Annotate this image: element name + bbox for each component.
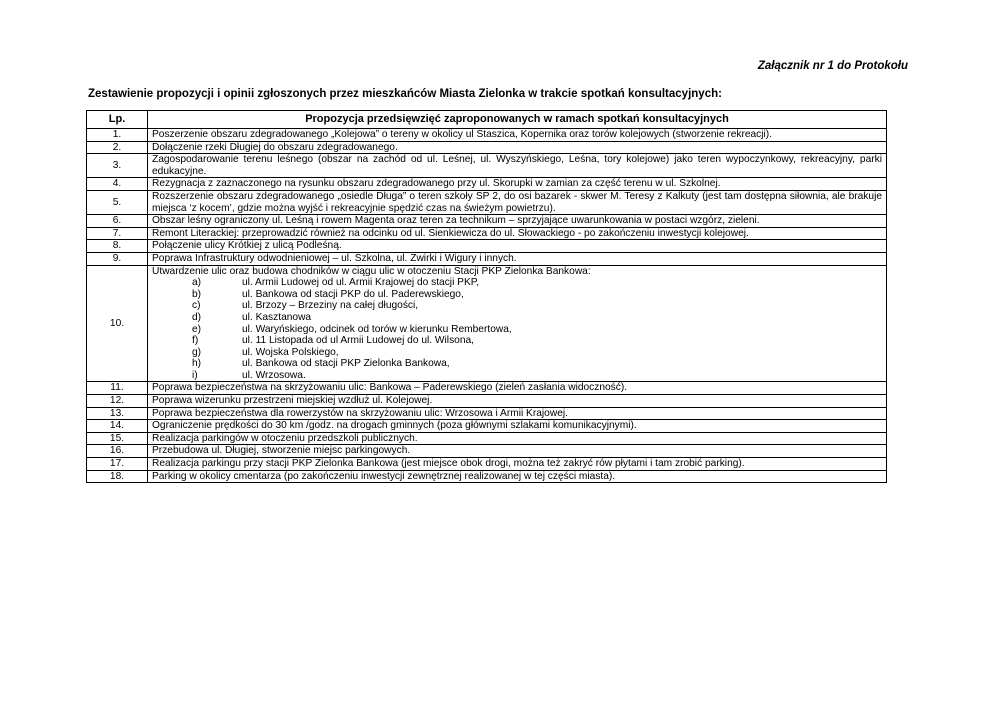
row-number: 4. <box>87 178 148 191</box>
row-number: 10. <box>87 265 148 382</box>
row-text: Poprawa Infrastruktury odwodnieniowej – ul. Szkolna, ul. Żwirki i Wigury i innych. <box>148 252 887 265</box>
row-text: Rozszerzenie obszaru zdegradowanego „osiedle Długa” o teren szkoły SP 2, do osi bazarek - skwer M. Teresy z Kalkuty (jest tam dostępna siłownia, ale brakuje miejsca ‘z kocem’, gdzie można wyjść i rekreacyjnie spędzić czas na świeżym powietrzu). <box>148 190 887 214</box>
table-header-row <box>87 111 887 129</box>
list-item <box>152 324 882 336</box>
proposals-table <box>86 110 887 483</box>
table-row <box>87 178 887 191</box>
row-number: 11. <box>87 382 148 395</box>
list-item-text: ul. Bankowa od stacji PKP Zielonka Bankowa, <box>242 358 450 370</box>
list-item-letter: g) <box>192 346 202 358</box>
row-text: Poprawa bezpieczeństwa dla rowerzystów na skrzyżowaniu ulic: Wrzosowa i Armii Krajowej. <box>148 407 887 420</box>
row-text: Parking w okolicy cmentarza (po zakończeniu inwestycji zewnętrznej realizowanej w tej części miasta). <box>148 470 887 483</box>
row-number: 9. <box>87 252 148 265</box>
table-row <box>87 190 887 214</box>
table-row <box>87 141 887 154</box>
row-text: Ograniczenie prędkości do 30 km /godz. na drogach gminnych (poza głównymi szlakami komunikacyjnymi). <box>148 420 887 433</box>
row-number: 15. <box>87 432 148 445</box>
row-number: 2. <box>87 141 148 154</box>
row-text: Przebudowa ul. Długiej, stworzenie miejsc parkingowych. <box>148 445 887 458</box>
table-row <box>87 432 887 445</box>
row-text: Realizacja parkingów w otoczeniu przedszkoli publicznych. <box>148 432 887 445</box>
row-number: 12. <box>87 395 148 408</box>
list-item-letter: i) <box>192 369 198 381</box>
table-row <box>87 265 887 382</box>
row-number: 7. <box>87 227 148 240</box>
row-number: 14. <box>87 420 148 433</box>
row-text: Poprawa wizerunku przestrzeni miejskiej wzdłuż ul. Kolejowej. <box>148 395 887 408</box>
table-row <box>87 154 887 178</box>
table-row <box>87 458 887 471</box>
list-item-text: ul. Kasztanowa <box>242 311 312 323</box>
table-row <box>87 252 887 265</box>
list-item-text: ul. Brzozy – Brzeziny na całej długości, <box>242 300 419 312</box>
row-number: 16. <box>87 445 148 458</box>
list-item-text: ul. Bankowa od stacji PKP do ul. Paderewskiego, <box>242 288 464 300</box>
table-row <box>87 129 887 142</box>
list-item-text: ul. 11 Listopada od ul Armii Ludowej do ul. Wilsona, <box>242 335 474 347</box>
row-number: 1. <box>87 129 148 142</box>
table-row <box>87 395 887 408</box>
table-row <box>87 407 887 420</box>
table-row <box>87 240 887 253</box>
list-item <box>152 335 882 347</box>
list-item-letter: f) <box>192 335 199 347</box>
table-row <box>87 227 887 240</box>
list-item-text: ul. Wrzosowa. <box>242 369 306 381</box>
document-heading: Zestawienie propozycji i opinii zgłoszonych przez mieszkańców Miasta Zielonka w trakcie spotkań konsultacyjnych: <box>88 88 722 100</box>
list-item-text: ul. Wojska Polskiego, <box>242 346 339 358</box>
list-item <box>152 300 882 312</box>
list-item-letter: b) <box>192 288 202 300</box>
list-item-letter: e) <box>192 323 202 335</box>
list-item <box>152 370 882 382</box>
row-number: 17. <box>87 458 148 471</box>
row-text <box>148 265 887 382</box>
list-item <box>152 358 882 370</box>
list-item <box>152 277 882 289</box>
list-item-letter: h) <box>192 358 202 370</box>
row-text: Remont Literackiej: przeprowadzić również na odcinku od ul. Sienkiewicza do ul. Słowackiego - po zakończeniu inwestycji kolejowej. <box>148 227 887 240</box>
table-row <box>87 215 887 228</box>
list-item-text: ul. Armii Ludowej od ul. Armii Krajowej do stacji PKP, <box>242 277 480 289</box>
row-text: Połączenie ulicy Krótkiej z ulicą Podleśną. <box>148 240 887 253</box>
list-item-text: ul. Waryńskiego, odcinek od torów w kierunku Rembertowa, <box>242 323 512 335</box>
header-lp: Lp. <box>87 111 148 129</box>
row-number: 6. <box>87 215 148 228</box>
table-row <box>87 445 887 458</box>
table-row <box>87 420 887 433</box>
row-number: 3. <box>87 154 148 178</box>
table-row <box>87 382 887 395</box>
list-item-letter: d) <box>192 311 202 323</box>
list-item-letter: a) <box>192 277 202 289</box>
row-number: 8. <box>87 240 148 253</box>
header-proposal: Propozycja przedsięwzięć zaproponowanych w ramach spotkań konsultacyjnych <box>148 111 887 129</box>
row-number: 13. <box>87 407 148 420</box>
row-text: Poprawa bezpieczeństwa na skrzyżowaniu ulic: Bankowa – Paderewskiego (zieleń zasłania widoczność). <box>148 382 887 395</box>
row-text: Realizacja parkingu przy stacji PKP Zielonka Bankowa (jest miejsce obok drogi, można też zakryć rów płytami i tam zrobić parking). <box>148 458 887 471</box>
list-item <box>152 347 882 359</box>
row-text: Rezygnacja z zaznaczonego na rysunku obszaru zdegradowanego przy ul. Skorupki w zamian za część terenu w ul. Szkolnej. <box>148 178 887 191</box>
row-text: Dołączenie rzeki Długiej do obszaru zdegradowanego. <box>148 141 887 154</box>
row-number: 5. <box>87 190 148 214</box>
list-item <box>152 289 882 301</box>
table-row <box>87 470 887 483</box>
row-text: Poszerzenie obszaru zdegradowanego „Kolejowa” o tereny w okolicy ul Staszica, Kopernika oraz torów kolejowych (stworzenie rekreacji). <box>148 129 887 142</box>
list-item-letter: c) <box>192 300 201 312</box>
attachment-label: Załącznik nr 1 do Protokołu <box>757 60 908 72</box>
list-item <box>152 312 882 324</box>
row-text: Zagospodarowanie terenu leśnego (obszar na zachód od ul. Leśnej, ul. Wyszyńskiego, Leśna, tory kolejowe) jako teren wypoczynkowy, rekreacyjny, parki edukacyjne. <box>148 154 887 178</box>
row-intro: Utwardzenie ulic oraz budowa chodników w ciągu ulic w otoczeniu Stacji PKP Zielonka Bankowa: <box>152 265 591 277</box>
row-number: 18. <box>87 470 148 483</box>
row-text: Obszar leśny ograniczony ul. Leśną i rowem Magenta oraz teren za technikum – sprzyjające uwarunkowania w postaci wzgórz, zieleni. <box>148 215 887 228</box>
